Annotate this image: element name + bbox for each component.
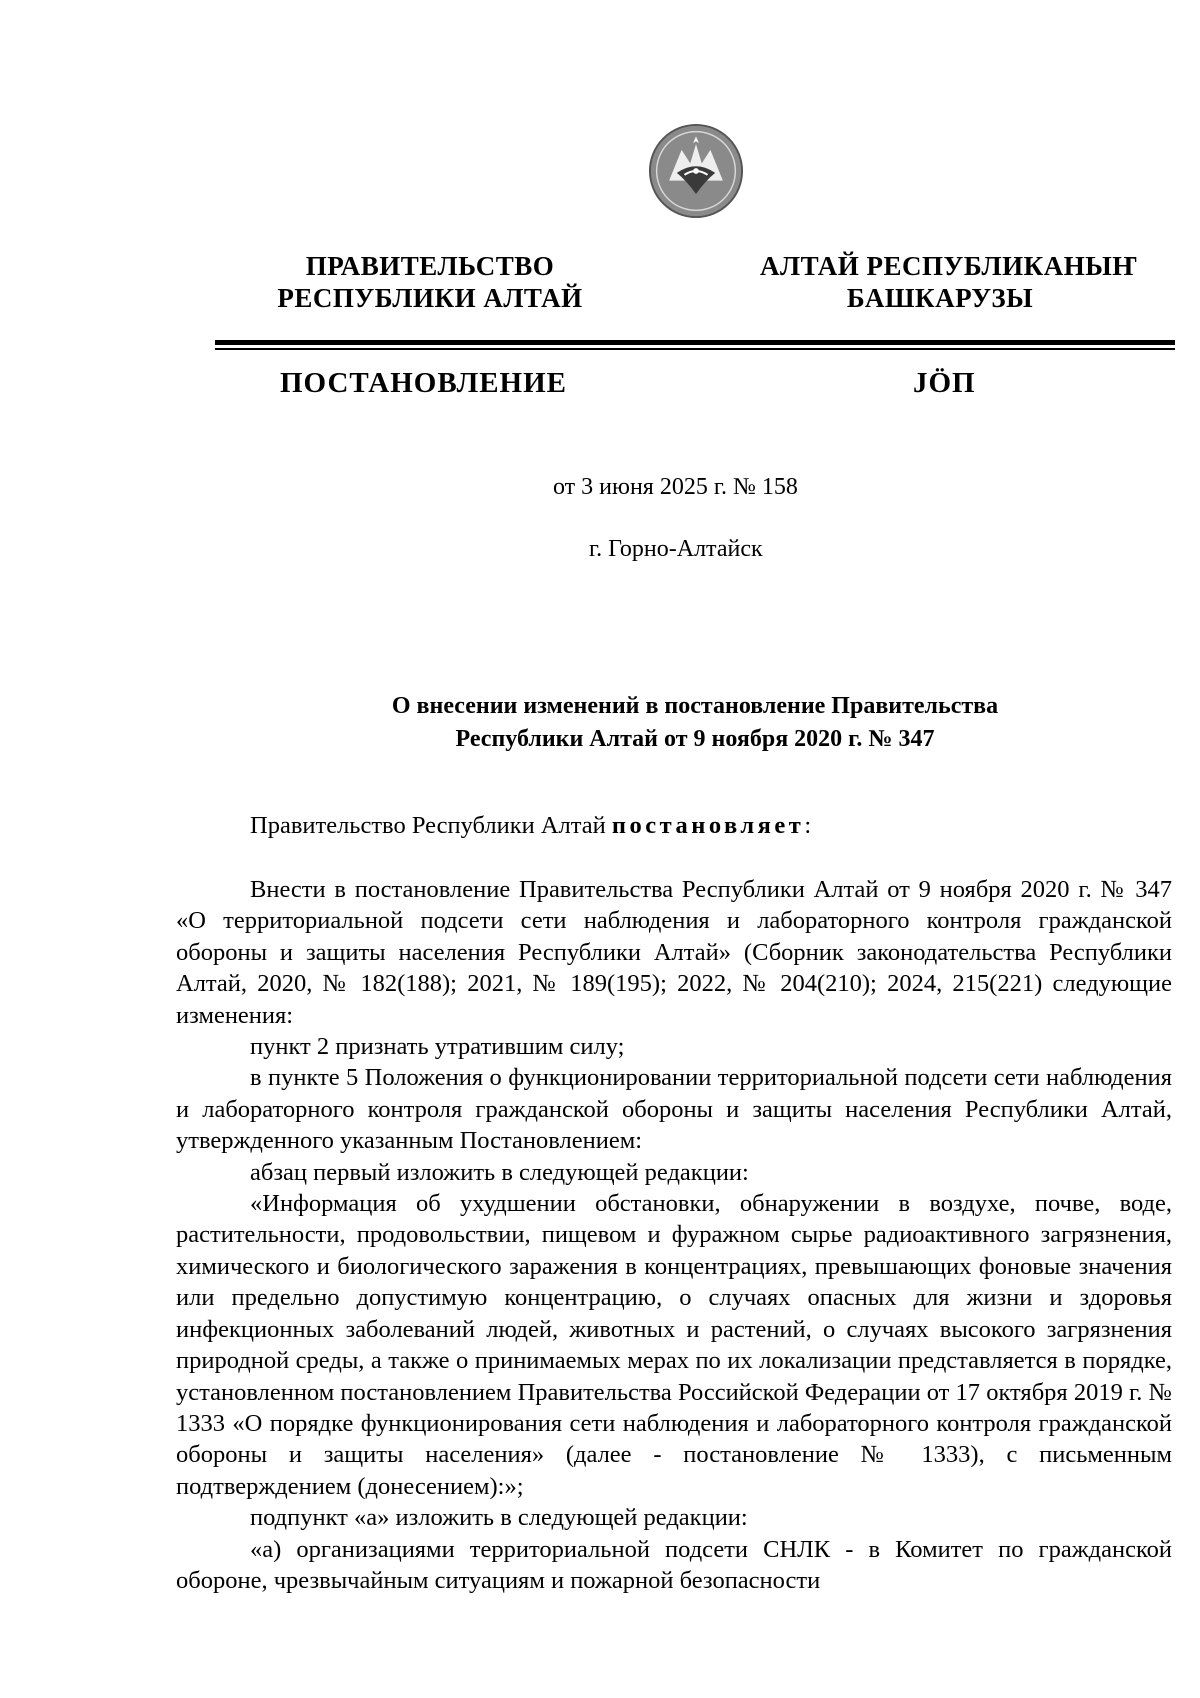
intro-suffix: : xyxy=(804,812,812,839)
org-left-line-1: ПРАВИТЕЛЬСТВО xyxy=(305,251,555,281)
subject-line-1: О внесении изменений в постановление Правительства xyxy=(391,693,999,719)
org-left-line-2: РЕСПУБЛИКИ АЛТАЙ xyxy=(277,283,583,313)
paragraph-item-5: в пункте 5 Положения о функционировании территориальной подсети сети наблюдения и лабораторного контроля гражданской обороны и защиты населения Республики Алтай, утвержденного указанным Постановлением: xyxy=(176,1064,1172,1155)
doc-type-russian: ПОСТАНОВЛЕНИЕ xyxy=(280,367,568,399)
intro-prefix: Правительство Республики Алтай xyxy=(250,812,612,839)
document-city: г. Горно-Алтайск xyxy=(589,536,763,562)
organization-name-russian xyxy=(250,250,610,314)
intro-decides: постановляет xyxy=(611,812,805,839)
paragraph-item-2: пункт 2 признать утратившим силу; xyxy=(250,1033,625,1061)
header-divider-thick xyxy=(215,340,1175,345)
organization-name-altai xyxy=(760,250,1138,314)
subject-line-2: Республики Алтай от 9 ноября 2020 г. № 347 xyxy=(455,726,935,752)
org-right-line-2: БАШКАРУЗЫ xyxy=(846,283,1034,313)
document-subject xyxy=(215,690,1175,756)
paragraph-amendment: Внести в постановление Правительства Республики Алтай от 9 ноября 2020 г. № 347 «О территориальной подсети сети наблюдения и лабораторного контроля гражданской обороны и защиты населения Республики Алтай» (Сборник законодательства Республики Алтай, 2020, № 182(188); 2021, № 189(195); 2022, № 204(210); 2024, 215(221) следующие изменения: xyxy=(176,876,1172,1029)
org-right-line-1: АЛТАЙ РЕСПУБЛИКАНЫҤ xyxy=(760,251,1138,281)
paragraph-information-quote: «Информация об ухудшении обстановки, обнаружении в воздухе, почве, воде, растительности, продовольствии, пищевом и фуражном сырье радиоактивного загрязнения, химического и биологического заражения в концентрациях, превышающих фоновые значения или предельно допустимую концентрацию, о случаях опасных для жизни и здоровья инфекционных заболеваний людей, животных и растений, о случаях высокого загрязнения природной среды, а также о принимаемых мерах по их локализации представляется в порядке, установленном постановлением Правительства Российской Федерации от 17 октября 2019 г. № 1333 «О порядке функционирования сети наблюдения и лабораторного контроля гражданской обороны и защиты населения» (далее - постановление № 1333), с письменным подтверждением (донесением):»; xyxy=(176,1190,1172,1500)
paragraph-subitem-a-text: «а) организациями территориальной подсети СНЛК - в Комитет по гражданской обороне, чрезвычайным ситуациям и пожарной безопасности xyxy=(176,1535,1172,1594)
header-divider-thin xyxy=(215,348,1175,350)
paragraph-subitem-a: подпункт «а» изложить в следующей редакции: xyxy=(250,1504,748,1532)
doc-type-altai: JӦП xyxy=(913,367,976,399)
resolution-body xyxy=(176,874,1172,1596)
document-date-number: от 3 июня 2025 г. № 158 xyxy=(553,474,798,500)
coat-of-arms-emblem xyxy=(648,123,744,219)
paragraph-first-abzac: абзац первый изложить в следующей редакции: xyxy=(250,1158,749,1186)
resolution-intro xyxy=(176,810,1172,841)
